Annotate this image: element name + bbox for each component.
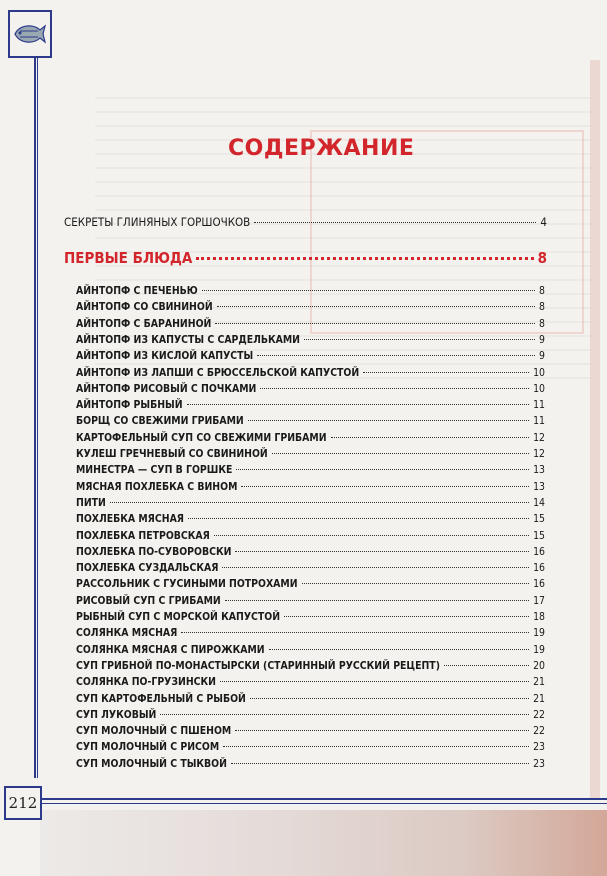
toc-entry[interactable]: [76, 318, 545, 330]
toc-entry[interactable]: [76, 497, 545, 509]
dot-leader: [302, 583, 530, 584]
dot-leader: [196, 257, 533, 260]
toc-entry-page: 16: [533, 578, 545, 591]
toc-entry-page: 19: [533, 643, 545, 656]
dot-leader: [202, 290, 535, 291]
toc-entry[interactable]: [76, 611, 545, 623]
toc-entry-label: МИНЕСТРА — СУП В ГОРШКЕ: [76, 464, 233, 477]
fish-icon: [12, 16, 46, 50]
dot-leader: [181, 632, 529, 633]
toc-entry-page: 11: [533, 415, 545, 428]
toc-entry[interactable]: [76, 676, 545, 688]
toc-entry[interactable]: [76, 709, 545, 721]
dot-leader: [225, 600, 529, 601]
dot-leader: [222, 567, 529, 568]
toc-entry-page: 13: [533, 464, 545, 477]
dot-leader: [241, 486, 529, 487]
toc-entry-label: АЙНТОПФ С ПЕЧЕНЬЮ: [76, 285, 198, 297]
toc-entry-label: СУП ГРИБНОЙ ПО-МОНАСТЫРСКИ (СТАРИННЫЙ РУССКИЙ РЕЦЕПТ): [76, 659, 440, 672]
dot-leader: [272, 453, 529, 454]
toc-entry-page: 10: [533, 366, 545, 379]
toc-entry-page: 8: [539, 317, 545, 330]
toc-entry[interactable]: [76, 285, 545, 297]
toc-entry[interactable]: [76, 350, 545, 362]
toc-entry[interactable]: [76, 481, 545, 493]
section-page: 8: [537, 249, 547, 267]
toc-entry-page: 23: [533, 741, 545, 754]
toc-entry[interactable]: [76, 432, 545, 444]
toc-entry-label: СОЛЯНКА МЯСНАЯ С ПИРОЖКАМИ: [76, 643, 265, 656]
toc-entry-label: БОРЩ СО СВЕЖИМИ ГРИБАМИ: [76, 415, 244, 428]
toc-entry-page: 22: [533, 725, 545, 738]
dot-leader: [215, 323, 535, 324]
dot-leader: [236, 469, 529, 470]
toc-entry-label: СУП МОЛОЧНЫЙ С РИСОМ: [76, 741, 220, 754]
bleed-through-bar: [590, 60, 600, 800]
toc-entry-label: СУП МОЛОЧНЫЙ С ПШЕНОМ: [76, 725, 232, 738]
toc-entry-label: АЙНТОПФ ИЗ КИСЛОЙ КАПУСТЫ: [76, 350, 254, 363]
toc-entry[interactable]: [76, 530, 545, 542]
toc-entry-label: АЙНТОПФ ИЗ КАПУСТЫ С САРДЕЛЬКАМИ: [76, 333, 301, 346]
toc-entry-label: ПОХЛЕБКА СУЗДАЛЬСКАЯ: [76, 562, 219, 575]
frame-vertical-rule: [34, 38, 38, 778]
toc-entry[interactable]: [76, 693, 545, 705]
dot-leader: [269, 649, 529, 650]
toc-entry-page: 15: [533, 529, 545, 542]
toc-entry[interactable]: [76, 301, 545, 313]
toc-entry-page: 9: [539, 333, 545, 346]
dot-leader: [254, 222, 536, 223]
toc-entry-page: 15: [533, 513, 545, 526]
toc-entry-page: 16: [533, 562, 545, 575]
toc-entry-label: АЙНТОПФ ИЗ ЛАПШИ С БРЮССЕЛЬСКОЙ КАПУСТОЙ: [76, 366, 360, 379]
dot-leader: [110, 502, 529, 503]
toc-entry-label: АЙНТОПФ РЫБНЫЙ: [76, 399, 183, 412]
toc-entry[interactable]: [76, 741, 545, 753]
toc-entry-page: 12: [533, 431, 545, 444]
page-title: СОДЕРЖАНИЕ: [228, 136, 415, 161]
toc-entry-page: 13: [533, 480, 545, 493]
toc-entry-page: 19: [533, 627, 545, 640]
toc-entry-page: 4: [540, 215, 547, 229]
toc-entry[interactable]: [76, 660, 545, 672]
toc-section-heading[interactable]: [64, 249, 547, 267]
toc-intro-entry[interactable]: [64, 215, 547, 229]
toc-entry-page: 23: [533, 757, 545, 770]
toc-entry-label: СОЛЯНКА ПО-ГРУЗИНСКИ: [76, 676, 216, 689]
toc-entry-label: МЯСНАЯ ПОХЛЕБКА С ВИНОМ: [76, 480, 238, 493]
dot-leader: [160, 714, 529, 715]
dot-leader: [231, 763, 529, 764]
toc-entry-label: РЫБНЫЙ СУП С МОРСКОЙ КАПУСТОЙ: [76, 611, 281, 623]
toc-entry[interactable]: [76, 578, 545, 590]
toc-entry-label: ПИТИ: [76, 496, 106, 509]
toc-entry-page: 16: [533, 545, 545, 558]
toc-entry-label: РИСОВЫЙ СУП С ГРИБАМИ: [76, 594, 221, 607]
toc-entry-page: 8: [539, 301, 545, 314]
toc-entry[interactable]: [76, 562, 545, 574]
dot-leader: [187, 404, 530, 405]
dot-leader: [235, 730, 529, 731]
toc-entry-label: ПОХЛЕБКА ПЕТРОВСКАЯ: [76, 529, 210, 542]
frame-horizontal-rule: [38, 798, 607, 804]
dot-leader: [223, 746, 529, 747]
dot-leader: [235, 551, 529, 552]
toc-entry[interactable]: [76, 399, 545, 411]
toc-entry-page: 9: [539, 350, 545, 363]
toc-entry[interactable]: [76, 513, 545, 525]
toc-entry-page: 8: [539, 285, 545, 297]
toc-entry-page: 11: [533, 399, 545, 412]
dot-leader: [257, 355, 535, 356]
page-number: 212: [4, 786, 42, 820]
toc-entry[interactable]: [76, 595, 545, 607]
toc-entry-page: 12: [533, 448, 545, 460]
toc-entry[interactable]: [76, 383, 545, 395]
toc-entry-page: 21: [533, 676, 545, 689]
toc-entry-label: СОЛЯНКА МЯСНАЯ: [76, 627, 178, 640]
toc-entry-page: 14: [533, 496, 545, 509]
toc-entry-page: 20: [533, 659, 545, 672]
dot-leader: [284, 616, 529, 617]
dot-leader: [260, 388, 529, 389]
toc-entry-label: СУП КАРТОФЕЛЬНЫЙ С РЫБОЙ: [76, 692, 246, 705]
dot-leader: [331, 437, 530, 438]
toc-entry-label: СЕКРЕТЫ ГЛИНЯНЫХ ГОРШОЧКОВ: [64, 215, 251, 229]
dot-leader: [188, 518, 529, 519]
toc-entry-page: 18: [533, 611, 545, 623]
toc-entry-label: ПОХЛЕБКА МЯСНАЯ: [76, 513, 185, 526]
dot-leader: [444, 665, 529, 666]
section-label: ПЕРВЫЕ БЛЮДА: [64, 249, 193, 267]
dot-leader: [248, 420, 529, 421]
toc-entry-page: 10: [533, 382, 545, 395]
toc-entry-label: АЙНТОПФ РИСОВЫЙ С ПОЧКАМИ: [76, 382, 257, 395]
toc-entry[interactable]: [76, 334, 545, 346]
dot-leader: [214, 535, 529, 536]
toc-entry[interactable]: [76, 627, 545, 639]
toc-entry[interactable]: [76, 725, 545, 737]
dot-leader: [220, 681, 529, 682]
dot-leader: [217, 306, 535, 307]
toc-entry-page: 22: [533, 708, 545, 721]
toc-entry[interactable]: [76, 758, 545, 770]
toc-entry[interactable]: [76, 367, 545, 379]
toc-entry-label: СУП МОЛОЧНЫЙ С ТЫКВОЙ: [76, 757, 227, 770]
toc-entry[interactable]: [76, 546, 545, 558]
toc-entry-page: 17: [533, 594, 545, 607]
toc-entry-page: 21: [533, 692, 545, 705]
fish-logo: [8, 10, 52, 58]
toc-entry-label: КУЛЕШ ГРЕЧНЕВЫЙ СО СВИНИНОЙ: [76, 448, 268, 460]
toc-entry-label: АЙНТОПФ С БАРАНИНОЙ: [76, 317, 212, 330]
dot-leader: [304, 339, 535, 340]
toc-entry[interactable]: [76, 415, 545, 427]
toc-entry[interactable]: [76, 464, 545, 476]
toc-entry-label: КАРТОФЕЛЬНЫЙ СУП СО СВЕЖИМИ ГРИБАМИ: [76, 431, 327, 444]
toc-entry-label: СУП ЛУКОВЫЙ: [76, 708, 157, 721]
toc-entry[interactable]: [76, 644, 545, 656]
dot-leader: [363, 372, 529, 373]
toc-entry-label: АЙНТОПФ СО СВИНИНОЙ: [76, 301, 213, 314]
dot-leader: [250, 698, 529, 699]
toc-entry-label: ПОХЛЕБКА ПО-СУВОРОВСКИ: [76, 545, 232, 558]
bottom-food-photo-bleed: [40, 810, 607, 876]
toc-entry[interactable]: [76, 448, 545, 460]
toc-entry-label: РАССОЛЬНИК С ГУСИНЫМИ ПОТРОХАМИ: [76, 578, 298, 591]
